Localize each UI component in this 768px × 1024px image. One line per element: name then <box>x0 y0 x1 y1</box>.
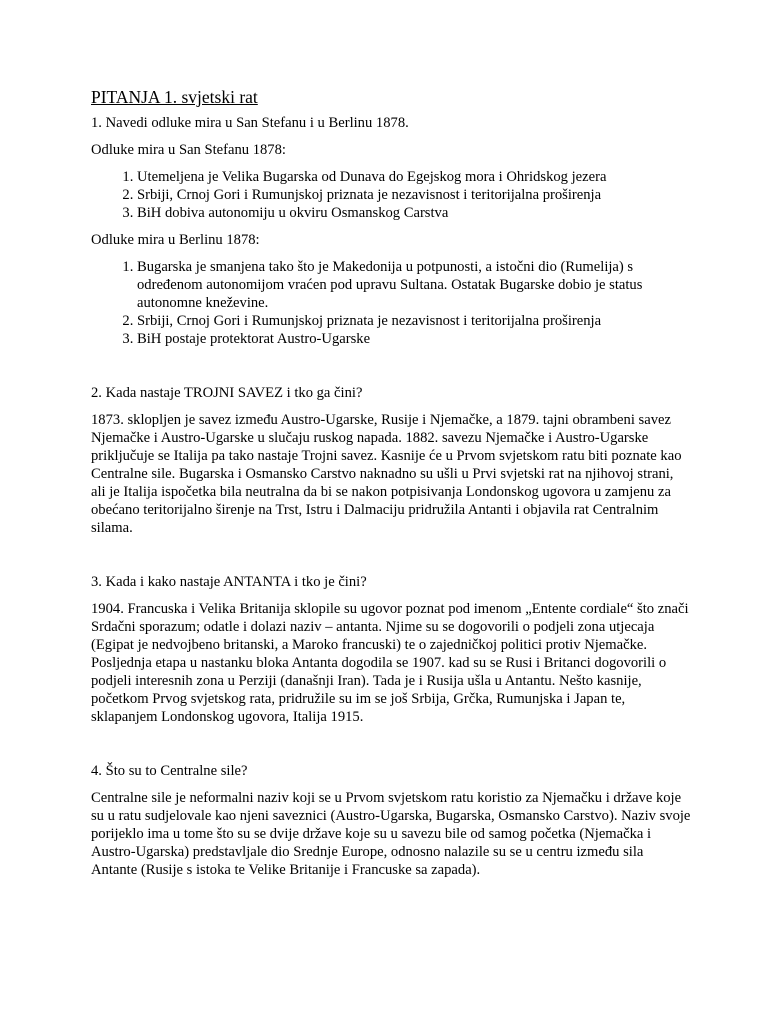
document-title: PITANJA 1. svjetski rat <box>91 87 258 107</box>
question-1: 1. Navedi odluke mira u San Stefanu i u Berlinu 1878. <box>91 115 409 131</box>
answer-4: Centralne sile je neformalni naziv koji se u Prvom svjetskom ratu koristio za Njemačku i države koje su u ratu sudjelovale kao njeni saveznici (Austro-Ugarska, Bugarska, Osmansko Carstvo). Naziv svoje porijeklo ima u tome što su se dvije države koje su u savezu bile od samog početka (Njemačka i Austro-Ugarska) predstavljale dio Srednje Europe, odnosno nalazile su se u centru između sila Antante (Rusije s istoka te Velike Britanije i Francuske sa zapada). <box>91 790 691 878</box>
list-item: 3. BiH dobiva autonomiju u okviru Osmanskog Carstva <box>137 204 691 222</box>
section-gap <box>91 735 691 762</box>
berlin-heading: Odluke mira u Berlinu 1878: <box>91 232 260 248</box>
list-item: 1. Bugarska je smanjena tako što je Makedonija u potpunosti, a istočni dio (Rumelija) s određenom autonomijom vraćen pod upravu Sultana. Ostatak Bugarske dobio je status autonomne kneževine. <box>137 258 691 312</box>
question-2: 2. Kada nastaje TROJNI SAVEZ i tko ga čini? <box>91 385 363 401</box>
berlin-list <box>91 258 691 348</box>
list-item: 2. Srbiji, Crnoj Gori i Rumunjskoj priznata je nezavisnost i teritorijalna proširenja <box>137 186 691 204</box>
san-stefano-heading: Odluke mira u San Stefanu 1878: <box>91 142 286 158</box>
answer-2: 1873. sklopljen je savez između Austro-Ugarske, Rusije i Njemačke, a 1879. tajni obrambeni savez Njemačke i Austro-Ugarske u slučaju ruskog napada. 1882. savezu Njemačke i Austro-Ugarske priključuje se Italija pa tako nastaje Trojni savez. Kasnije će u Prvom svjetskom ratu biti poznate kao Centralne sile. Bugarska i Osmansko Carstvo naknadno su ušli u Prvi svjetski rat na njihovoj strani, ali je Italija ispočetka bila neutralna da bi se nakon potpisivanja Londonskog ugovora u zamjenu za obećano teritorijalno širenje na Trst, Istru i Dalmaciju pridružila Antanti i objavila rat Centralnim silama. <box>91 412 682 536</box>
answer-3: 1904. Francuska i Velika Britanija sklopile su ugovor poznat pod imenom „Entente cordiale“ što znači Srdačni sporazum; odatle i dolazi naziv – antanta. Njime su se dogovorili o podjeli zona utjecaja (Egipat je nedvojbeno britanski, a Maroko francuski) te o zajedničkoj politici protiv Njemačke. Posljednja etapa u nastanku bloka Antanta dogodila se 1907. kad su se Rusi i Britanci dogovorili o podjeli interesnih zona u Perziji (današnji Iran). Tada je i Rusija ušla u Antantu. Nešto kasnije, početkom Prvog svjetskog rata, pridružile su im se još Srbija, Grčka, Rumunjska i Japan te, sklapanjem Londonskog ugovora, Italija 1915. <box>91 601 689 725</box>
list-item: 1. Utemeljena je Velika Bugarska od Dunava do Egejskog mora i Ohridskog jezera <box>137 168 691 186</box>
list-item: 3. BiH postaje protektorat Austro-Ugarske <box>137 330 691 348</box>
document-page <box>91 86 691 888</box>
section-gap <box>91 546 691 573</box>
section-gap <box>91 357 691 384</box>
san-stefano-list <box>91 168 691 222</box>
question-4: 4. Što su to Centralne sile? <box>91 763 248 779</box>
list-item: 2. Srbiji, Crnoj Gori i Rumunjskoj priznata je nezavisnost i teritorijalna proširenja <box>137 312 691 330</box>
question-3: 3. Kada i kako nastaje ANTANTA i tko je čini? <box>91 574 367 590</box>
